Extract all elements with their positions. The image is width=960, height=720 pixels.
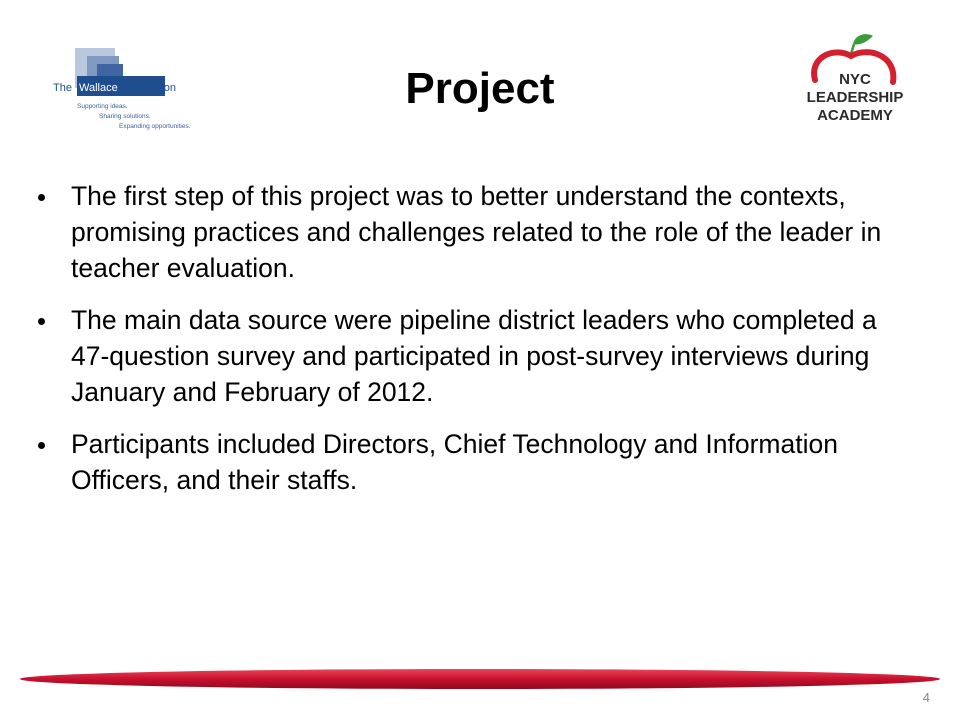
- bullet-list: [38, 178, 920, 514]
- bullet-text: The first step of this project was to better understand the contexts, promising practices and challenges related to the role of the leader in teacher evaluation.: [71, 181, 882, 283]
- bullet-dot-icon: [38, 194, 45, 201]
- bullet-dot-icon: [38, 318, 45, 325]
- nyc-logo-line3: ACADEMY: [817, 107, 893, 124]
- bullet-item: [38, 178, 920, 286]
- wallace-name-part3: Foundation: [121, 82, 177, 94]
- wallace-tagline-2: Sharing solutions.: [99, 113, 151, 120]
- wallace-name-part2: Wallace: [79, 82, 118, 94]
- footer-red-band: [20, 665, 940, 693]
- slide-title: Project: [405, 64, 555, 113]
- wallace-tagline-3: Expanding opportunities.: [119, 123, 191, 130]
- bullet-text: The main data source were pipeline district leaders who completed a 47-question survey and participated in post-survey interviews during January and February of 2012.: [71, 305, 877, 407]
- wallace-tagline-1: Supporting ideas.: [77, 103, 128, 110]
- bullet-text: Participants included Directors, Chief Technology and Information Officers, and their staffs.: [71, 429, 838, 495]
- apple-leaf-icon: [853, 34, 873, 44]
- bullet-dot-icon: [38, 442, 45, 449]
- bullet-item: [38, 426, 920, 498]
- nyc-logo-line2: LEADERSHIP: [806, 89, 904, 106]
- bullet-item: [38, 302, 920, 410]
- wallace-name-part1: The: [53, 82, 72, 94]
- page-number: 4: [922, 690, 930, 705]
- nyc-logo-line1: NYC: [839, 71, 871, 88]
